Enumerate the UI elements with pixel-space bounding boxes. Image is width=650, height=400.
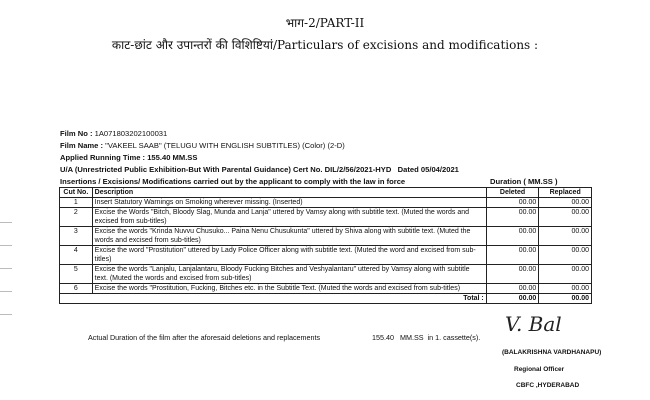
cut-replaced: 00.00 xyxy=(539,198,592,208)
officer-title: Regional Officer xyxy=(514,366,565,373)
actual-duration-value: 155.40 xyxy=(372,333,394,342)
cut-description: Excise the word "Prostitution" uttered by Lady Police Officer along with subtitle text. (Muted the word and excised from sub-titles) xyxy=(92,246,486,265)
cut-number: 4 xyxy=(60,246,93,265)
cut-replaced: 00.00 xyxy=(539,265,592,284)
cut-description: Excise the words "Lanjalu, Lanjalantaru, Bloody Fucking Bitches and Veshyalantaru" uttered by Vamsy along with subtitle text. (Muted the words and excised from sub-titles) xyxy=(92,265,486,284)
header-cut-no: Cut No. xyxy=(60,188,93,198)
cut-description: Excise the words "Krinda Nuvvu Chusuko... Paina Nenu Chusukunta" uttered by Shiva along with subtitle text. (Muted the words and excised from sub-titles) xyxy=(92,227,486,246)
cut-replaced: 00.00 xyxy=(539,208,592,227)
officer-name: (BALAKRISHNA VARDHANAPU) xyxy=(502,349,602,356)
header-description: Description xyxy=(92,188,486,198)
margin-tick xyxy=(0,292,12,315)
cut-number: 3 xyxy=(60,227,93,246)
cut-deleted: 00.00 xyxy=(486,227,539,246)
dated-value: 05/04/2021 xyxy=(420,165,459,174)
film-number-value: 1A071803202100031 xyxy=(94,129,168,138)
part-heading xyxy=(0,14,650,31)
certificate-prefix: U/A (Unrestricted Public Exhibition-But With Parental Guidance) Cert No. xyxy=(60,165,323,174)
total-deleted: 00.00 xyxy=(486,294,539,304)
part-heading-text: भाग-2/PART-II xyxy=(285,16,365,30)
cut-number: 6 xyxy=(60,284,93,294)
actual-duration-unit: MM.SS xyxy=(399,333,424,342)
total-row xyxy=(60,294,592,304)
table-row xyxy=(60,265,592,284)
table-row xyxy=(60,208,592,227)
runtime-label: Applied Running Time : xyxy=(60,153,146,162)
table-row xyxy=(60,227,592,246)
cut-number: 5 xyxy=(60,265,93,284)
officer-signature: V. Bal xyxy=(505,312,562,336)
table-header-row xyxy=(60,188,592,198)
film-number-line xyxy=(60,129,167,138)
margin-tick xyxy=(0,223,12,246)
runtime-value: 155.40 MM.SS xyxy=(147,153,198,162)
cut-description: Excise the Words "Bitch, Bloody Slag, Munda and Lanja" uttered by Vamsy along with subtitle text. (Muted the words and excised from sub-titles) xyxy=(92,208,486,227)
section-heading-english: /Particulars of excisions and modifications : xyxy=(272,38,539,52)
header-replaced: Replaced xyxy=(539,188,592,198)
cut-number: 1 xyxy=(60,198,93,208)
total-replaced: 00.00 xyxy=(539,294,592,304)
cut-deleted: 00.00 xyxy=(486,284,539,294)
cut-deleted: 00.00 xyxy=(486,198,539,208)
actual-duration-value-line xyxy=(372,333,480,342)
section-heading xyxy=(0,36,650,53)
cut-deleted: 00.00 xyxy=(486,208,539,227)
film-name-label: Film Name : xyxy=(60,141,104,150)
certificate-line xyxy=(60,165,459,174)
film-name-value: "VAKEEL SAAB" (TELUGU WITH ENGLISH SUBTITLES) (Color) (2-D) xyxy=(105,141,345,150)
film-number-label: Film No : xyxy=(60,129,93,138)
margin-tick xyxy=(0,200,12,223)
cut-replaced: 00.00 xyxy=(539,284,592,294)
cut-replaced: 00.00 xyxy=(539,227,592,246)
dated-label: Dated xyxy=(397,165,419,174)
cassette-text: in 1. cassette(s). xyxy=(427,333,481,342)
cut-description: Excise the words "Prostitution, Fucking, Bitches etc. in the Subtitle Text. (Muted the words and excised from sub-titles) xyxy=(92,284,486,294)
section-heading-hindi: काट-छांट और उपान्तरों की विशिष्टियां xyxy=(111,38,273,52)
margin-tick xyxy=(0,269,12,292)
cut-replaced: 00.00 xyxy=(539,246,592,265)
certificate-number: DIL/2/56/2021-HYD xyxy=(324,165,392,174)
header-deleted: Deleted xyxy=(486,188,539,198)
table-caption xyxy=(60,177,405,186)
cut-number: 2 xyxy=(60,208,93,227)
table-row xyxy=(60,246,592,265)
cut-deleted: 00.00 xyxy=(486,265,539,284)
cut-deleted: 00.00 xyxy=(486,246,539,265)
film-name-line xyxy=(60,141,345,150)
table-row xyxy=(60,198,592,208)
runtime-line xyxy=(60,153,197,162)
left-margin-ticks xyxy=(0,200,12,315)
excisions-table xyxy=(59,187,592,304)
total-label: Total : xyxy=(60,294,487,304)
margin-tick xyxy=(0,246,12,269)
table-caption-text: Insertions / Excisions/ Modifications carried out by the applicant to comply with the law in force xyxy=(60,177,406,186)
actual-duration-text: Actual Duration of the film after the aforesaid deletions and replacements xyxy=(88,333,321,342)
table-row xyxy=(60,284,592,294)
duration-header xyxy=(490,177,558,186)
office-name: CBFC ,HYDERABAD xyxy=(516,382,580,389)
duration-header-text: Duration ( MM.SS ) xyxy=(490,177,558,186)
cut-description: Insert Statutory Warnings on Smoking wherever missing. (Inserted) xyxy=(92,198,486,208)
